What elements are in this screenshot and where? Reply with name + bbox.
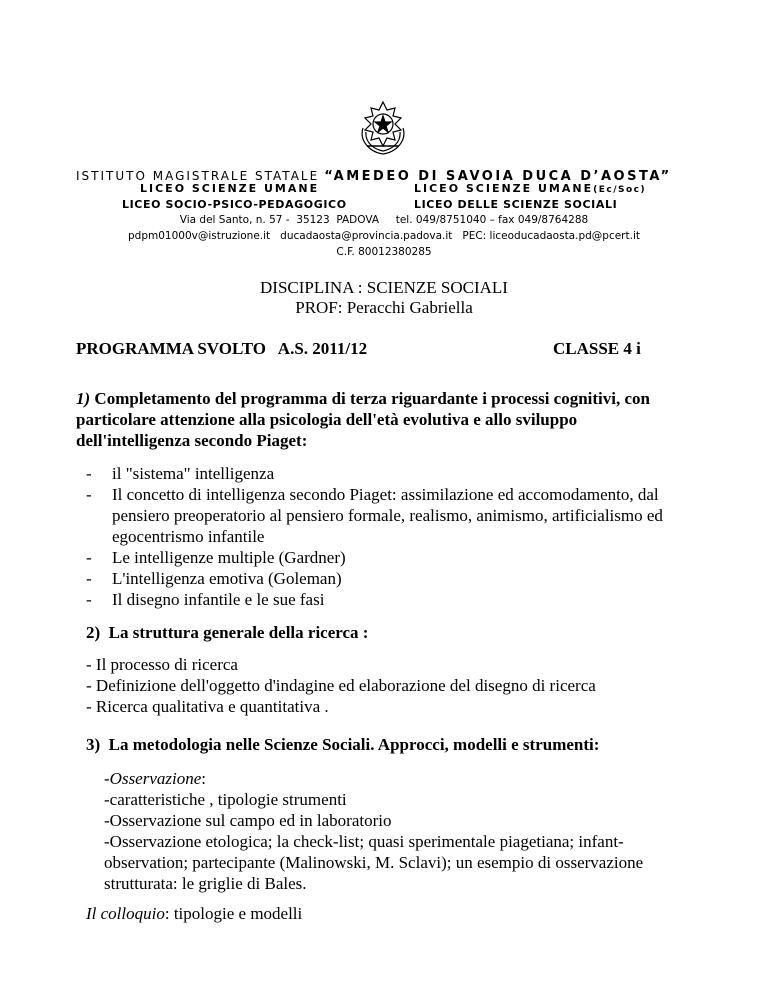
header-right-line-1-main: LICEO SCIENZE UMANE <box>414 182 594 195</box>
professor-name: PROF: Peracchi Gabriella <box>295 298 473 317</box>
header-left-line-1: LICEO SCIENZE UMANE <box>140 182 320 195</box>
section-1-title-line-2: particolare attenzione alla psicologia dell'età evolutiva e allo sviluppo <box>76 410 578 429</box>
observation-label: Osservazione <box>109 769 202 788</box>
list-item-text: il "sistema" intelligenza <box>112 464 275 483</box>
list-item: - L'intelligenza emotiva (Goleman) <box>86 569 342 588</box>
program-heading: PROGRAMMA SVOLTO A.S. 2011/12 <box>76 339 368 358</box>
header-right-line-1-suffix: (Ec/Soc) <box>593 185 647 195</box>
header-right-line-2: LICEO DELLE SCIENZE SOCIALI <box>414 198 618 211</box>
list-item: -Osservazione etologica; la check-list; quasi sperimentale piagetiana; infant-observation; partecipante (Malinowski, M. Sclavi); un esempio di osservazione strutturata: le griglie di Bales. <box>104 832 644 893</box>
institute-prefix: ISTITUTO MAGISTRALE STATALE <box>76 169 320 183</box>
list-item-text: L'intelligenza emotiva (Goleman) <box>112 569 342 588</box>
section-1-title-line-3: dell'intelligenza secondo Piaget: <box>76 431 308 450</box>
italian-republic-emblem <box>357 98 409 156</box>
section-2-list <box>86 654 596 717</box>
list-item: -Osservazione sul campo ed in laboratorio <box>104 811 392 830</box>
section-1-heading <box>76 388 650 451</box>
section-3-heading: 3) La metodologia nelle Scienze Sociali. Approcci, modelli e strumenti: <box>86 735 600 754</box>
class-label: CLASSE 4 i <box>553 339 641 358</box>
discipline-title: DISCIPLINA : SCIENZE SOCIALI <box>260 278 508 297</box>
list-item: - Il disegno infantile e le sue fasi <box>86 590 325 609</box>
section-1-number: 1) <box>76 389 91 408</box>
section-2-heading: 2) La struttura generale della ricerca : <box>86 623 369 642</box>
section-1-list <box>86 463 706 610</box>
list-item: - Il concetto di intelligenza secondo Piaget: assimilazione ed accomodamento, dal pensiero preoperatorio al pensiero formale, realismo, animismo, artificialismo ed egocentrismo infantile <box>86 485 663 546</box>
header-emails: pdpm01000v@istruzione.it ducadaosta@provincia.padova.it PEC: liceoducadaosta.pd@pcert.it <box>128 230 640 242</box>
colloquio-rest: : tipologie e modelli <box>164 904 303 923</box>
list-item: - Ricerca qualitativa e quantitativa . <box>86 697 329 716</box>
header-cf: C.F. 80012380285 <box>336 246 432 258</box>
list-item: - Il processo di ricerca <box>86 655 238 674</box>
list-item-text: Il disegno infantile e le sue fasi <box>112 590 325 609</box>
observation-prefix: - <box>104 769 110 788</box>
list-item-text: Le intelligenze multiple (Gardner) <box>112 548 346 567</box>
observation-heading <box>104 768 684 789</box>
section-3-list <box>104 768 684 894</box>
institute-name: “AMEDEO DI SAVOIA DUCA D’AOSTA” <box>324 169 672 184</box>
list-item: - Definizione dell'oggetto d'indagine ed elaborazione del disegno di ricerca <box>86 676 596 695</box>
list-item: - il "sistema" intelligenza <box>86 464 275 483</box>
header-address: Via del Santo, n. 57 - 35123 PADOVA tel. 049/8751040 – fax 049/8764288 <box>179 214 589 226</box>
list-item: -caratteristiche , tipologie strumenti <box>104 790 347 809</box>
observation-suffix: : <box>201 769 207 788</box>
list-item-text: Il concetto di intelligenza secondo Piaget: assimilazione ed accomodamento, dal pensiero preoperatorio al pensiero formale, realismo, animismo, artificialismo ed egocentrismo infantile <box>112 485 663 546</box>
colloquio-line <box>86 903 302 924</box>
colloquio-label: Il colloquio <box>86 904 165 923</box>
list-item: - Le intelligenze multiple (Gardner) <box>86 548 346 567</box>
section-1-title-line-1: Completamento del programma di terza riguardante i processi cognitivi, con <box>90 389 651 408</box>
header-left-line-2: LICEO SOCIO-PSICO-PEDAGOGICO <box>122 198 347 211</box>
header-right-line-1 <box>414 182 646 195</box>
